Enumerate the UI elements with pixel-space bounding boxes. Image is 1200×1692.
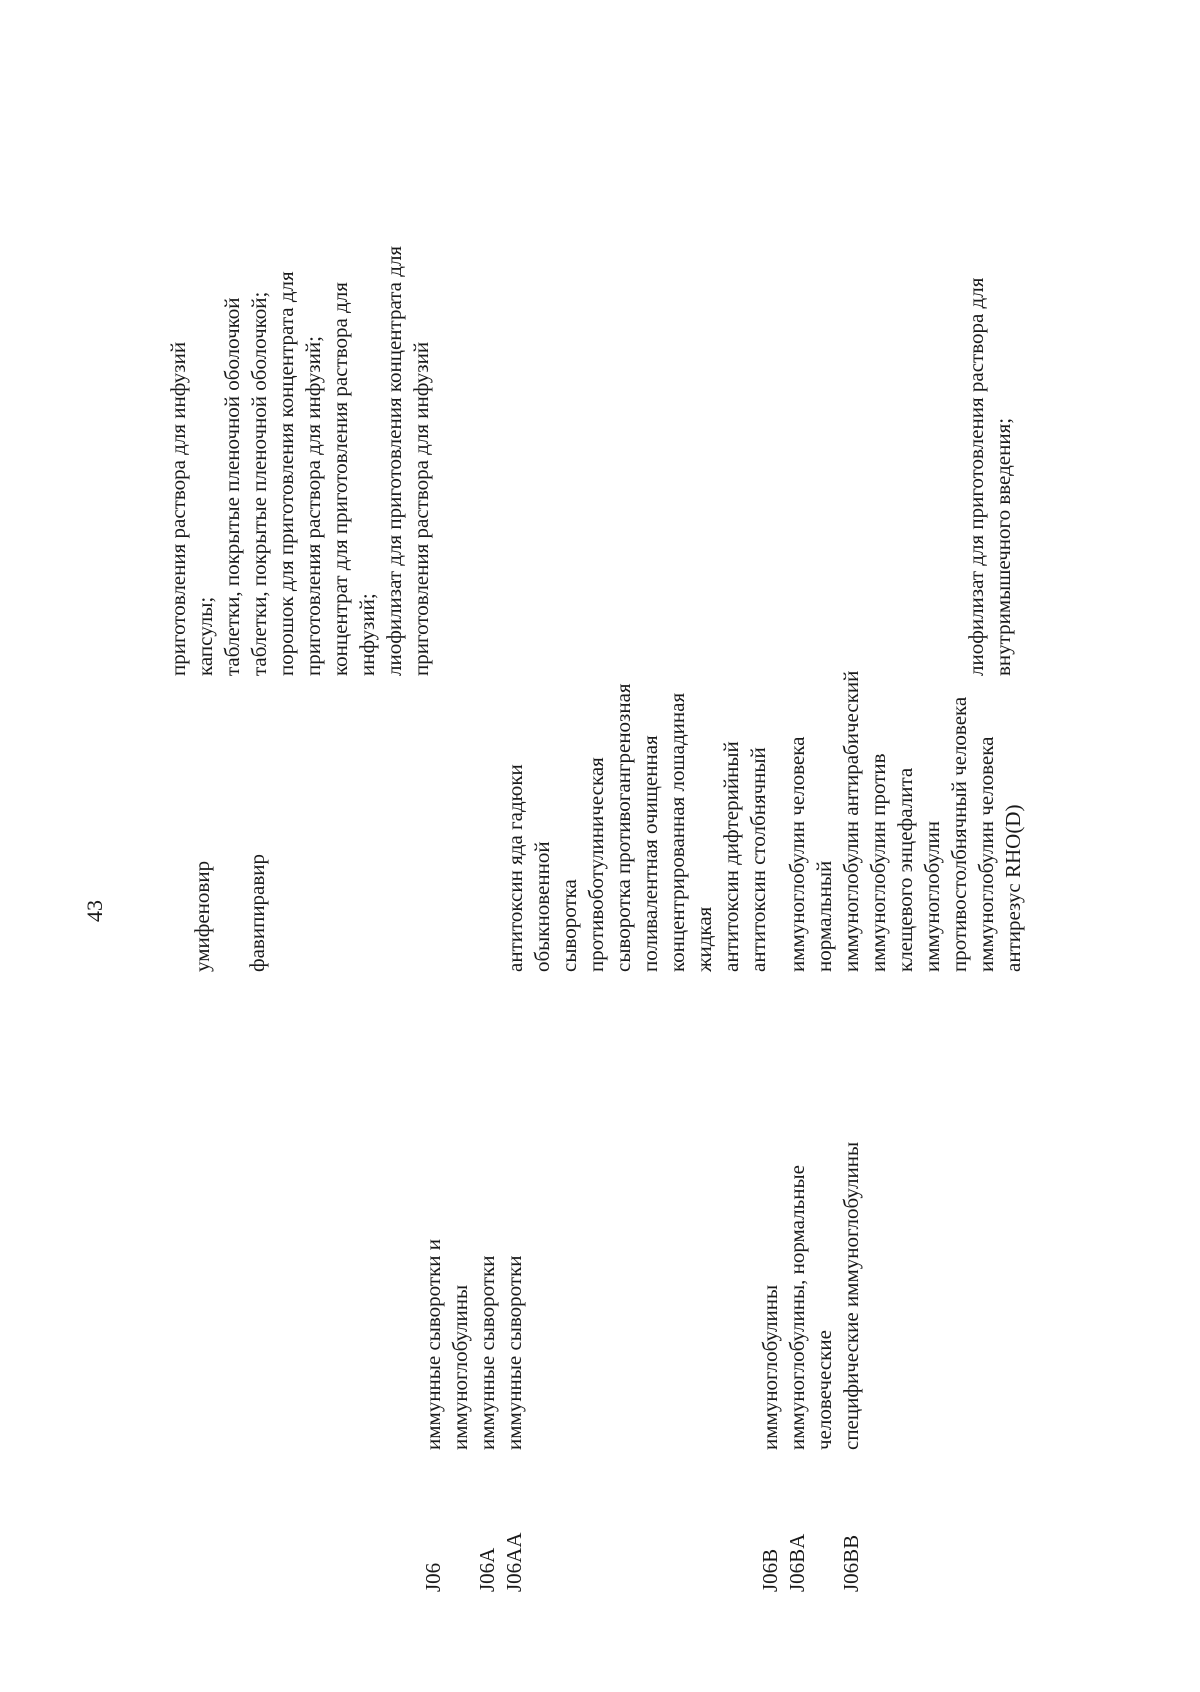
dosage-form-line: приготовления раствора для инфузий	[409, 341, 433, 676]
drug-name-line: иммуноглобулин антирабический	[839, 670, 863, 972]
dosage-form-line: лиофилизат для приготовления раствора для	[964, 277, 988, 676]
dosage-form-line: порошок для приготовления концентрата для	[274, 271, 298, 676]
atc-name-column-j06b	[757, 1142, 865, 1450]
atc-code: J06B	[758, 1548, 782, 1592]
drug-name-line: иммуноглобулин человека	[974, 736, 998, 972]
drug-name-line: концентрированная лошадиная	[665, 692, 689, 972]
dosage-form-line: приготовления раствора для инфузий;	[301, 336, 325, 676]
atc-code	[811, 1534, 838, 1592]
drug-name-umifenovir: умифеновир	[190, 860, 214, 972]
atc-group-name: иммунные сыворотки	[475, 1255, 499, 1450]
dosage-forms-block	[165, 246, 435, 676]
drug-name-favipiravir: фавипиравир	[245, 853, 269, 972]
atc-code: J06A	[475, 1547, 499, 1592]
drug-name-line: обыкновенной	[530, 841, 554, 972]
dosage-form-line: внутримышечного введения;	[991, 417, 1015, 676]
drug-name-line: иммуноглобулин человека	[785, 736, 809, 972]
drug-name-line: жидкая	[692, 906, 716, 972]
drug-name-line: сыворотка	[557, 879, 581, 972]
atc-code: J06BA	[785, 1533, 809, 1592]
drug-name-line: противостолбнячный человека	[947, 696, 971, 972]
drug-name-line: антирезус RHO(D)	[1001, 804, 1025, 972]
atc-group-name: человеческие	[812, 1330, 836, 1450]
drug-list-j06aa	[502, 683, 772, 972]
dosage-forms-block-j06bb	[963, 278, 1017, 676]
drug-name-line: противоботулиническая	[584, 757, 608, 972]
atc-code: J06	[421, 1562, 445, 1592]
dosage-form-line: концентрат для приготовления раствора для	[328, 282, 352, 676]
atc-code: J06BB	[839, 1534, 863, 1592]
atc-group-name: иммуноглобулины	[448, 1284, 472, 1450]
atc-group-name: иммунные сыворотки	[502, 1255, 526, 1450]
drug-name-line: нормальный	[812, 860, 836, 972]
atc-group-name: иммуноглобулины	[758, 1284, 782, 1450]
drug-name-line: антитоксин дифтерийный	[719, 741, 743, 972]
drug-name-line: сыворотка противогангренозная	[611, 683, 635, 972]
dosage-form-line: капсулы;	[193, 596, 217, 676]
dosage-form-line: таблетки, покрытые пленочной оболочкой	[220, 297, 244, 676]
dosage-form-line: инфузий;	[355, 593, 379, 676]
page-number: 43	[82, 900, 107, 922]
drug-name-line: антитоксин яда гадюки	[503, 764, 527, 972]
dosage-form-line: лиофилизат для приготовления концентрата для	[382, 245, 406, 676]
atc-group-name: специфические иммуноглобулины	[839, 1141, 863, 1450]
drug-name-line: антитоксин столбнячный	[746, 747, 770, 972]
atc-group-name: иммуноглобулины, нормальные	[785, 1165, 809, 1450]
drug-name-line: поливалентная очищенная	[638, 735, 662, 972]
atc-code	[447, 1532, 474, 1592]
atc-group-name: иммунные сыворотки и	[421, 1238, 445, 1450]
dosage-form-line: приготовления раствора для инфузий	[166, 341, 190, 676]
atc-code-column-j06	[420, 1532, 528, 1592]
drug-list-j06b	[784, 671, 1027, 972]
drug-name-line: иммуноглобулин	[920, 821, 944, 972]
dosage-form-line: таблетки, покрытые пленочной оболочкой;	[247, 291, 271, 676]
atc-name-column-j06	[420, 1239, 528, 1450]
drug-name-line: клещевого энцефалита	[893, 767, 917, 972]
drug-name-line: иммуноглобулин против	[866, 753, 890, 972]
atc-code-column-j06b	[757, 1534, 865, 1592]
atc-code: J06AA	[502, 1532, 526, 1592]
